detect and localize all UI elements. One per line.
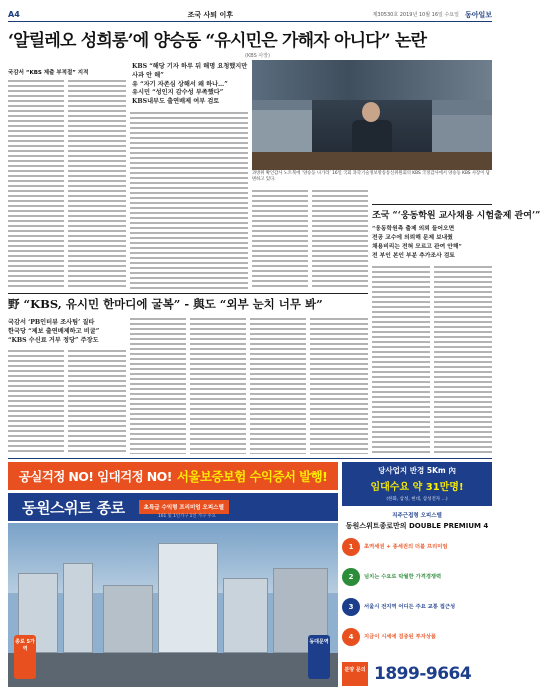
article3-text-col6 [310,318,368,454]
article3-headline: 野 “KBS, 유시민 한마디에 굴복” - 與도 “외부 눈치 너무 봐” [8,297,323,311]
ad-promo-line-a: 당사업지 반경 5Km 內 [378,466,456,475]
ad-map-pin-2: 동대문역 [308,635,330,679]
article1-text-col4 [252,190,308,290]
article3-sublead-line: 한국당 “제보 출연배제하고 비굴” [8,328,100,335]
ad-banner-text-a: 공실걱정 NO! 임대걱정 NO! [18,469,172,484]
article3-sublead-line: “KBS 수신료 거부 정당” 주장도 [8,337,99,344]
article1-box-line: KBS “해당 기자 하루 뒤 해명 요청했지만 사과 안 해” [132,63,248,79]
article1-text-col3 [130,112,248,290]
ad-promo-box [342,462,492,506]
ad-title-bar [8,493,338,521]
article2-sublead [372,225,492,261]
article3-text-col4 [190,318,246,454]
feature-number: 4 [342,628,360,646]
ad-right-subtitle: 직주근접형 오피스텔 [392,513,442,519]
article1-box-line: KBS내부도 출연배제 여부 검토 [132,98,220,105]
article2-sublead-line: 전 부인 본인 부분 추가조사 검토 [372,253,455,259]
phone-number: 1899-9664 [374,664,472,684]
article1-text-col2 [68,80,126,290]
ad-feature-1 [342,535,492,559]
article1-box-line: 유 “자기 자존심 상해서 왜 하나…” [132,81,228,88]
feature-number: 2 [342,568,360,586]
news-photo [252,60,492,170]
ad-banner [8,462,338,490]
advertisement [8,458,492,686]
photo-caption: 과방위 확인감사 노트북에 ‘양승동 나가라’ 16일 국회 과학기술정보방송통신위원회의 KBS 국정감사에서 양승동 KBS 사장이 답변하고 있다. [252,171,490,182]
article2-rule [372,204,492,205]
ad-feature-3 [342,595,492,619]
ad-tag: 초특급 수익형 프리미엄 오피스텔 [139,500,229,514]
issue-date: 제30530호 2019년 10월 16일 수요일 [372,12,459,18]
article1-kicker: 국감서 “KBS 제출 부적절” 지적 [8,70,89,76]
article2-text-col2 [434,266,492,454]
article2-sublead-line: “웅동학원측 출제 의뢰 들어오면 [372,226,455,232]
ad-features-panel [342,509,492,687]
article2-sublead-line: 전공 교수에 의뢰해 문제 보내줬 [372,235,453,241]
article3-sublead [8,318,128,345]
article3-text-col5 [250,318,306,454]
ad-feature-2 [342,565,492,589]
ad-phone [342,661,492,687]
ad-map-pin-1: 종로 5가역 [14,635,36,679]
article1-text-col5 [312,190,368,290]
article1-box-subhead-2 [132,88,248,106]
phone-label: 분양 문의 [342,662,368,686]
ad-banner-text-b: 서울보증보험 수익증서 발행! [176,469,328,484]
feature-text: 서울시 전지역 어디든 주요 교통 접근성 [364,603,456,610]
article2-headline: 조국 “‘웅동학원 교사채용 시험출제 관여’” [372,211,540,221]
section-title: 조국 사퇴 이후 [187,10,234,19]
article1-box-line: 유시민 “성인지 감수성 부족했다” [132,89,224,96]
ad-feature-4 [342,625,492,649]
article2-sublead-line: 채용비리는 전혀 모르고 관여 안해” [372,244,462,250]
page-header [8,8,492,22]
ad-tag-sub: 101 및 1인가구 1인 가구 수요 [158,514,216,519]
feature-text: 넘치는 수요로 탁월한 가격경쟁력 [364,573,442,580]
ad-promo-line-b: 임대수요 약 31만명! [370,482,464,493]
article3-text-col3 [130,318,186,454]
ad-building-rendering [8,523,338,687]
feature-text: 초역세권 + 종세권의 더블 프리미엄 [364,543,448,550]
feature-number: 1 [342,538,360,556]
ad-promo-line-c: (한화, 삼성, 현대, 삼성전자 ...) [386,497,448,502]
article3-text-col1 [8,350,64,454]
page-number: A4 [8,10,20,19]
article3-sublead-line: 국감서 ‘PB인터뷰 조사팀’ 질타 [8,319,95,326]
main-headline: ‘알릴레오 성희롱’에 양승동 “유시민은 가해자 아니다” 논란 [8,31,427,51]
article3-text-col2 [68,350,126,454]
article1-box-subhead [132,62,248,89]
article3-rule [8,293,368,294]
main-headline-byline: (KBS 사장) [245,53,270,59]
article2-text-col1 [372,266,430,454]
ad-title: 동원스위트 종로 [22,498,125,517]
ad-right-title: 동원스위트종로만의 DOUBLE PREMIUM 4 [345,522,489,530]
feature-number: 3 [342,598,360,616]
feature-text: 지금이 시세에 검증된 투자상품 [364,633,437,640]
article1-text-col1 [8,80,64,290]
newspaper-logo: 동아일보 [464,9,492,19]
